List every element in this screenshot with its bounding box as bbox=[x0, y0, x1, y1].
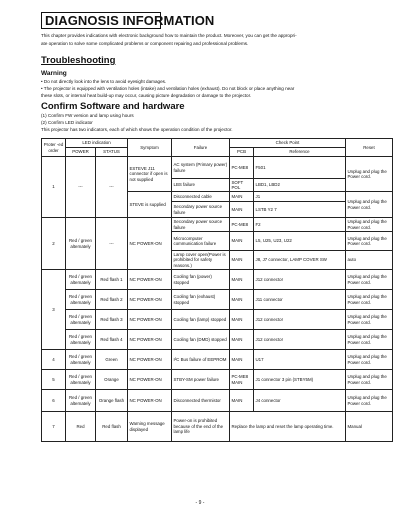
cell-pcb: SOFT POL bbox=[230, 179, 254, 192]
cell-failure: Microcomputer communication failure bbox=[172, 232, 230, 251]
cell-reference: J8, J7 connector, LAMP COVER SW bbox=[254, 251, 346, 270]
table-row bbox=[42, 350, 393, 370]
warning-item: • The projector is equipped with ventilation holes (intake) and ventilation holes (exhaust). Do not block or place anything near bbox=[41, 86, 295, 92]
cell-symptom: STEVE is supplied bbox=[128, 192, 172, 218]
cell-reference: LBD1, LBD2 bbox=[254, 179, 346, 192]
header-reference: Reference bbox=[254, 148, 346, 157]
warning-heading: Warning bbox=[41, 70, 67, 77]
cell-status: --- bbox=[96, 157, 128, 218]
cell-failure: Secondary power source failure bbox=[172, 202, 230, 218]
cell-pcb: PC-ME8 MAIN bbox=[230, 370, 254, 390]
header-failure: Failure bbox=[172, 139, 230, 157]
header-led: LED indication bbox=[66, 139, 128, 148]
cell-symptom: NC POWER-ON bbox=[128, 330, 172, 350]
cell-power: Red / green alternately bbox=[66, 218, 96, 270]
cell-reset: Unplug and plug the Power cord. bbox=[346, 218, 393, 232]
cell-reference: U17 bbox=[254, 350, 346, 370]
cell-reference: LSTB Y2 7 bbox=[254, 202, 346, 218]
cell-pcb: MAIN bbox=[230, 270, 254, 290]
warning-item: • Do not directly look into the lens to avoid eyesight damages. bbox=[41, 79, 167, 84]
step-item: This projector has two indicators, each of which shows the operation condition of the projector. bbox=[41, 126, 233, 132]
cell-symptom: NC POWER-ON bbox=[128, 390, 172, 412]
table-row bbox=[42, 370, 393, 390]
cell-order: 3 bbox=[42, 270, 66, 350]
cell-status: Red flash bbox=[96, 412, 128, 442]
cell-status: Red flash 1 bbox=[96, 270, 128, 290]
confirm-heading: Confirm Software and hardware bbox=[41, 101, 185, 112]
table-row bbox=[42, 412, 393, 442]
page-number: - 9 - bbox=[195, 500, 205, 506]
cell-pcb: MAIN bbox=[230, 350, 254, 370]
cell-pcb: MAIN bbox=[230, 310, 254, 330]
cell-symptom: NC POWER-ON bbox=[128, 370, 172, 390]
header-status: STATUS bbox=[96, 148, 128, 157]
cell-pcb: MAIN bbox=[230, 290, 254, 310]
cell-reset: Unplug and plug the Power cord. bbox=[346, 370, 393, 390]
cell-status: Green bbox=[96, 350, 128, 370]
cell-failure: STBY-SM power failure bbox=[172, 370, 230, 390]
cell-reset: Unplug and plug the Power cord. bbox=[346, 192, 393, 218]
cell-power: Red / green alternately bbox=[66, 330, 96, 350]
cell-failure: AC system (Primary power) failure bbox=[172, 157, 230, 179]
header-power: POWER bbox=[66, 148, 96, 157]
table-row bbox=[42, 310, 393, 330]
cell-order: 5 bbox=[42, 370, 66, 390]
cell-failure: Cooling fan (exhaust) stopped bbox=[172, 290, 230, 310]
cell-reference: F501 bbox=[254, 157, 346, 179]
cell-reference: J1 bbox=[254, 192, 346, 202]
cell-symptom: Warning message displayed bbox=[128, 412, 172, 442]
cell-failure: Cooling fan (lamp) stopped bbox=[172, 310, 230, 330]
cell-pcb: MAIN bbox=[230, 232, 254, 251]
cell-failure: Lamp cover open(Power is prohibited for safety reasons.) bbox=[172, 251, 230, 270]
cell-status: Red flash 4 bbox=[96, 330, 128, 350]
cell-failure: Disconnected cable bbox=[172, 192, 230, 202]
table-row bbox=[42, 390, 393, 412]
cell-pcb: MAIN bbox=[230, 202, 254, 218]
cell-pcb: PC-ME8 bbox=[230, 218, 254, 232]
cell-reset: Unplug and plug the Power cord. bbox=[346, 330, 393, 350]
cell-reference: J1 connector 3 pin (STBY5M) bbox=[254, 370, 346, 390]
cell-status: Orange flash bbox=[96, 390, 128, 412]
cell-order: 2 bbox=[42, 218, 66, 270]
cell-failure: Cooling fan (DMD) stopped bbox=[172, 330, 230, 350]
cell-pcb: MAIN bbox=[230, 251, 254, 270]
cell-symptom: NC POWER-ON bbox=[128, 270, 172, 290]
cell-reset: Unplug and plug the Power cord. bbox=[346, 157, 393, 192]
cell-reference: J11 connector bbox=[254, 290, 346, 310]
header-check-point: Check Point bbox=[230, 139, 346, 148]
cell-failure: I²C Bus failure of EEPROM bbox=[172, 350, 230, 370]
cell-pcb: MAIN bbox=[230, 330, 254, 350]
cell-status: Orange bbox=[96, 370, 128, 390]
table-row bbox=[42, 270, 393, 290]
page-title: DIAGNOSIS INFORMATION bbox=[45, 13, 215, 28]
cell-power: Red / green alternately bbox=[66, 310, 96, 330]
cell-order: 4 bbox=[42, 350, 66, 370]
cell-symptom: NC POWER-ON bbox=[128, 350, 172, 370]
cell-reset: Unplug and plug the Power cord. bbox=[346, 390, 393, 412]
header-order: Proter -ed order bbox=[42, 139, 66, 157]
steps-list bbox=[41, 113, 233, 133]
cell-status: Red flash 2 bbox=[96, 290, 128, 310]
cell-reference: J12 connector bbox=[254, 270, 346, 290]
cell-symptom: NC POWER-ON bbox=[128, 310, 172, 330]
cell-status: --- bbox=[96, 218, 128, 270]
cell-symptom: ESTEVE J11 connector if open is not supplied bbox=[128, 157, 172, 192]
cell-failure: Disconnected thermistor bbox=[172, 390, 230, 412]
cell-reference: J4 connector bbox=[254, 390, 346, 412]
cell-reset: Manual bbox=[346, 412, 393, 442]
cell-pcb: PC-ME8 bbox=[230, 157, 254, 179]
cell-power: Red / green alternately bbox=[66, 370, 96, 390]
header-symptom: Symptom bbox=[128, 139, 172, 157]
cell-power: Red bbox=[66, 412, 96, 442]
table-row bbox=[42, 157, 393, 179]
cell-power: Red / green alternately bbox=[66, 290, 96, 310]
cell-reset: Unplug and plug the Power cord. bbox=[346, 290, 393, 310]
cell-check-note: Replace the lamp and reset the lamp operating time. bbox=[230, 412, 346, 442]
cell-pcb: MAIN bbox=[230, 390, 254, 412]
header-reset: Reset bbox=[346, 139, 393, 157]
cell-reset: Unplug and plug the Power cord. bbox=[346, 232, 393, 251]
cell-reset: Unplug and plug the Power cord. bbox=[346, 310, 393, 330]
cell-reference: J12 connector bbox=[254, 330, 346, 350]
cell-failure: Power-on is prohibited because of the end of the lamp life bbox=[172, 412, 230, 442]
warning-item: these slots, or internal heat build-up may occur, causing picture degradation or damage to the projector. bbox=[41, 93, 252, 99]
cell-status: Red flash 3 bbox=[96, 310, 128, 330]
cell-power: Red / green alternately bbox=[66, 390, 96, 412]
cell-order: 6 bbox=[42, 390, 66, 412]
cell-power: --- bbox=[66, 157, 96, 218]
cell-failure: Cooling fan (power) stopped bbox=[172, 270, 230, 290]
cell-symptom: NC POWER-ON bbox=[128, 218, 172, 270]
led-diagnosis-table bbox=[41, 138, 393, 442]
table-row bbox=[42, 290, 393, 310]
cell-reset: Unplug and plug the Power cord. bbox=[346, 270, 393, 290]
title-box bbox=[41, 12, 215, 29]
cell-pcb: MAIN bbox=[230, 192, 254, 202]
cell-reset: Unplug and plug the Power cord. bbox=[346, 350, 393, 370]
cell-failure: Secondary power source failure bbox=[172, 218, 230, 232]
cell-failure: LBS failure bbox=[172, 179, 230, 192]
troubleshooting-heading: Troubleshooting bbox=[41, 55, 116, 66]
step-item: (1) Confirm FW version and lamp using hours bbox=[41, 113, 134, 118]
cell-symptom: NC POWER-ON bbox=[128, 290, 172, 310]
intro-line: This chapter provides indications with electronic background how to maintain the product. Moreover, you can get the appropri- bbox=[41, 33, 297, 38]
warning-list bbox=[41, 78, 386, 100]
header-pcb: PCB bbox=[230, 148, 254, 157]
step-item: (2) Confirm LED indicator bbox=[41, 119, 93, 125]
cell-order: 7 bbox=[42, 412, 66, 442]
table-row bbox=[42, 330, 393, 350]
cell-power: Red / green alternately bbox=[66, 270, 96, 290]
table-row bbox=[42, 218, 393, 232]
cell-reference: L5, U25, U23, U22 bbox=[254, 232, 346, 251]
cell-reference: F2 bbox=[254, 218, 346, 232]
cell-order: 1 bbox=[42, 157, 66, 218]
cell-reference: J12 connector bbox=[254, 310, 346, 330]
cell-reset: auto bbox=[346, 251, 393, 270]
cell-power: Red / green alternately bbox=[66, 350, 96, 370]
intro-line: ate operation to solve some complicated problems or component repairing and professional problems. bbox=[41, 40, 249, 46]
intro-paragraph bbox=[41, 32, 386, 47]
